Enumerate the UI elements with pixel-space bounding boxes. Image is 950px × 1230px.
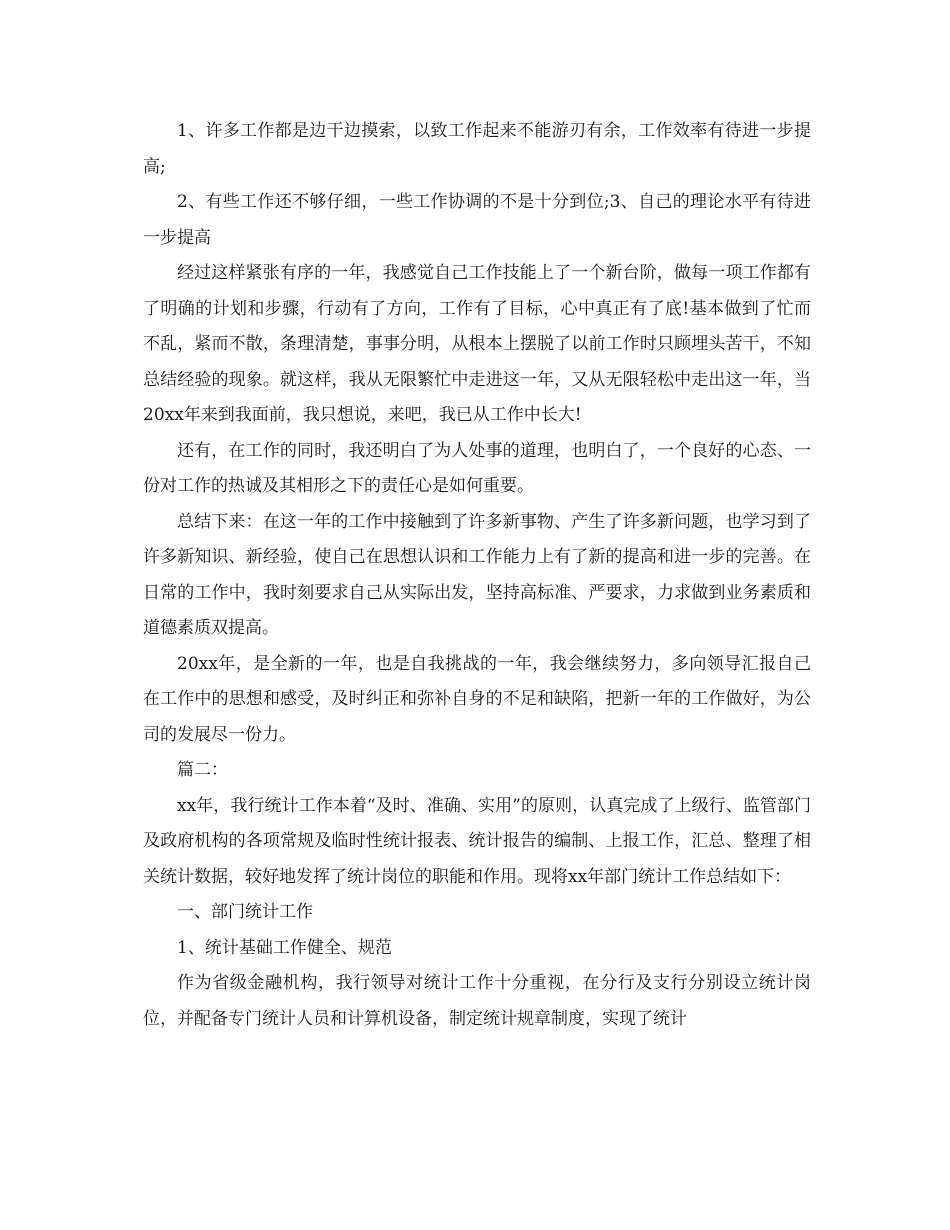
paragraph-6: 20xx年，是全新的一年，也是自我挑战的一年，我会继续努力，多向领导汇报自己在工作中的思想和感受，及时纠正和弥补自身的不足和缺陷，把新一年的工作做好，为公司的发展尽一份力。 (143, 653, 811, 745)
subheading-department-statistics: 一、部门统计工作 (177, 902, 313, 922)
paragraph-3: 经过这样紧张有序的一年，我感觉自己工作技能上了一个新台阶，做每一项工作都有了明确的计划和步骤，行动有了方向，工作有了目标，心中真正有了底!基本做到了忙而不乱，紧而不散，条理清楚，事事分明，从根本上摆脱了以前工作时只顾埋头苦干，不知总结经验的现象。就这样，我从无限繁忙中走进这一年，又从无限轻松中走出这一年，当20xx年来到我面前，我只想说，来吧，我已从工作中长大! (143, 263, 811, 425)
subheading-statistics-foundation: 1、统计基础工作健全、规范 (177, 937, 392, 958)
paragraph-4: 还有，在工作的同时，我还明白了为人处事的道理，也明白了，一个良好的心态、一份对工作的热诚及其相形之下的责任心是如何重要。 (143, 440, 811, 496)
paragraph-7: xx年，我行统计工作本着“及时、准确、实用”的原则，认真完成了上级行、监管部门及政府机构的各项常规及临时性统计报表、统计报告的编制、上报工作，汇总、整理了相关统计数据，较好地发挥了统计岗位的职能和作用。现将xx年部门统计工作总结如下： (143, 795, 811, 887)
section-heading-part-two: 篇二： (177, 760, 228, 780)
paragraph-1: 1、许多工作都是边干边摸索，以致工作起来不能游刃有余，工作效率有待进一步提高; (143, 121, 811, 177)
document-body (143, 114, 811, 1037)
paragraph-5: 总结下来：在这一年的工作中接触到了许多新事物、产生了许多新问题，也学习到了许多新知识、新经验，使自己在思想认识和工作能力上有了新的提高和进一步的完善。在日常的工作中，我时刻要求自己从实际出发，坚持高标准、严要求，力求做到业务素质和道德素质双提高。 (143, 511, 811, 638)
paragraph-8: 作为省级金融机构，我行领导对统计工作十分重视，在分行及支行分别设立统计岗位，并配备专门统计人员和计算机设备，制定统计规章制度，实现了统计 (143, 973, 811, 1029)
paragraph-2: 2、有些工作还不够仔细，一些工作协调的不是十分到位;3、自己的理论水平有待进一步提高 (143, 192, 811, 248)
